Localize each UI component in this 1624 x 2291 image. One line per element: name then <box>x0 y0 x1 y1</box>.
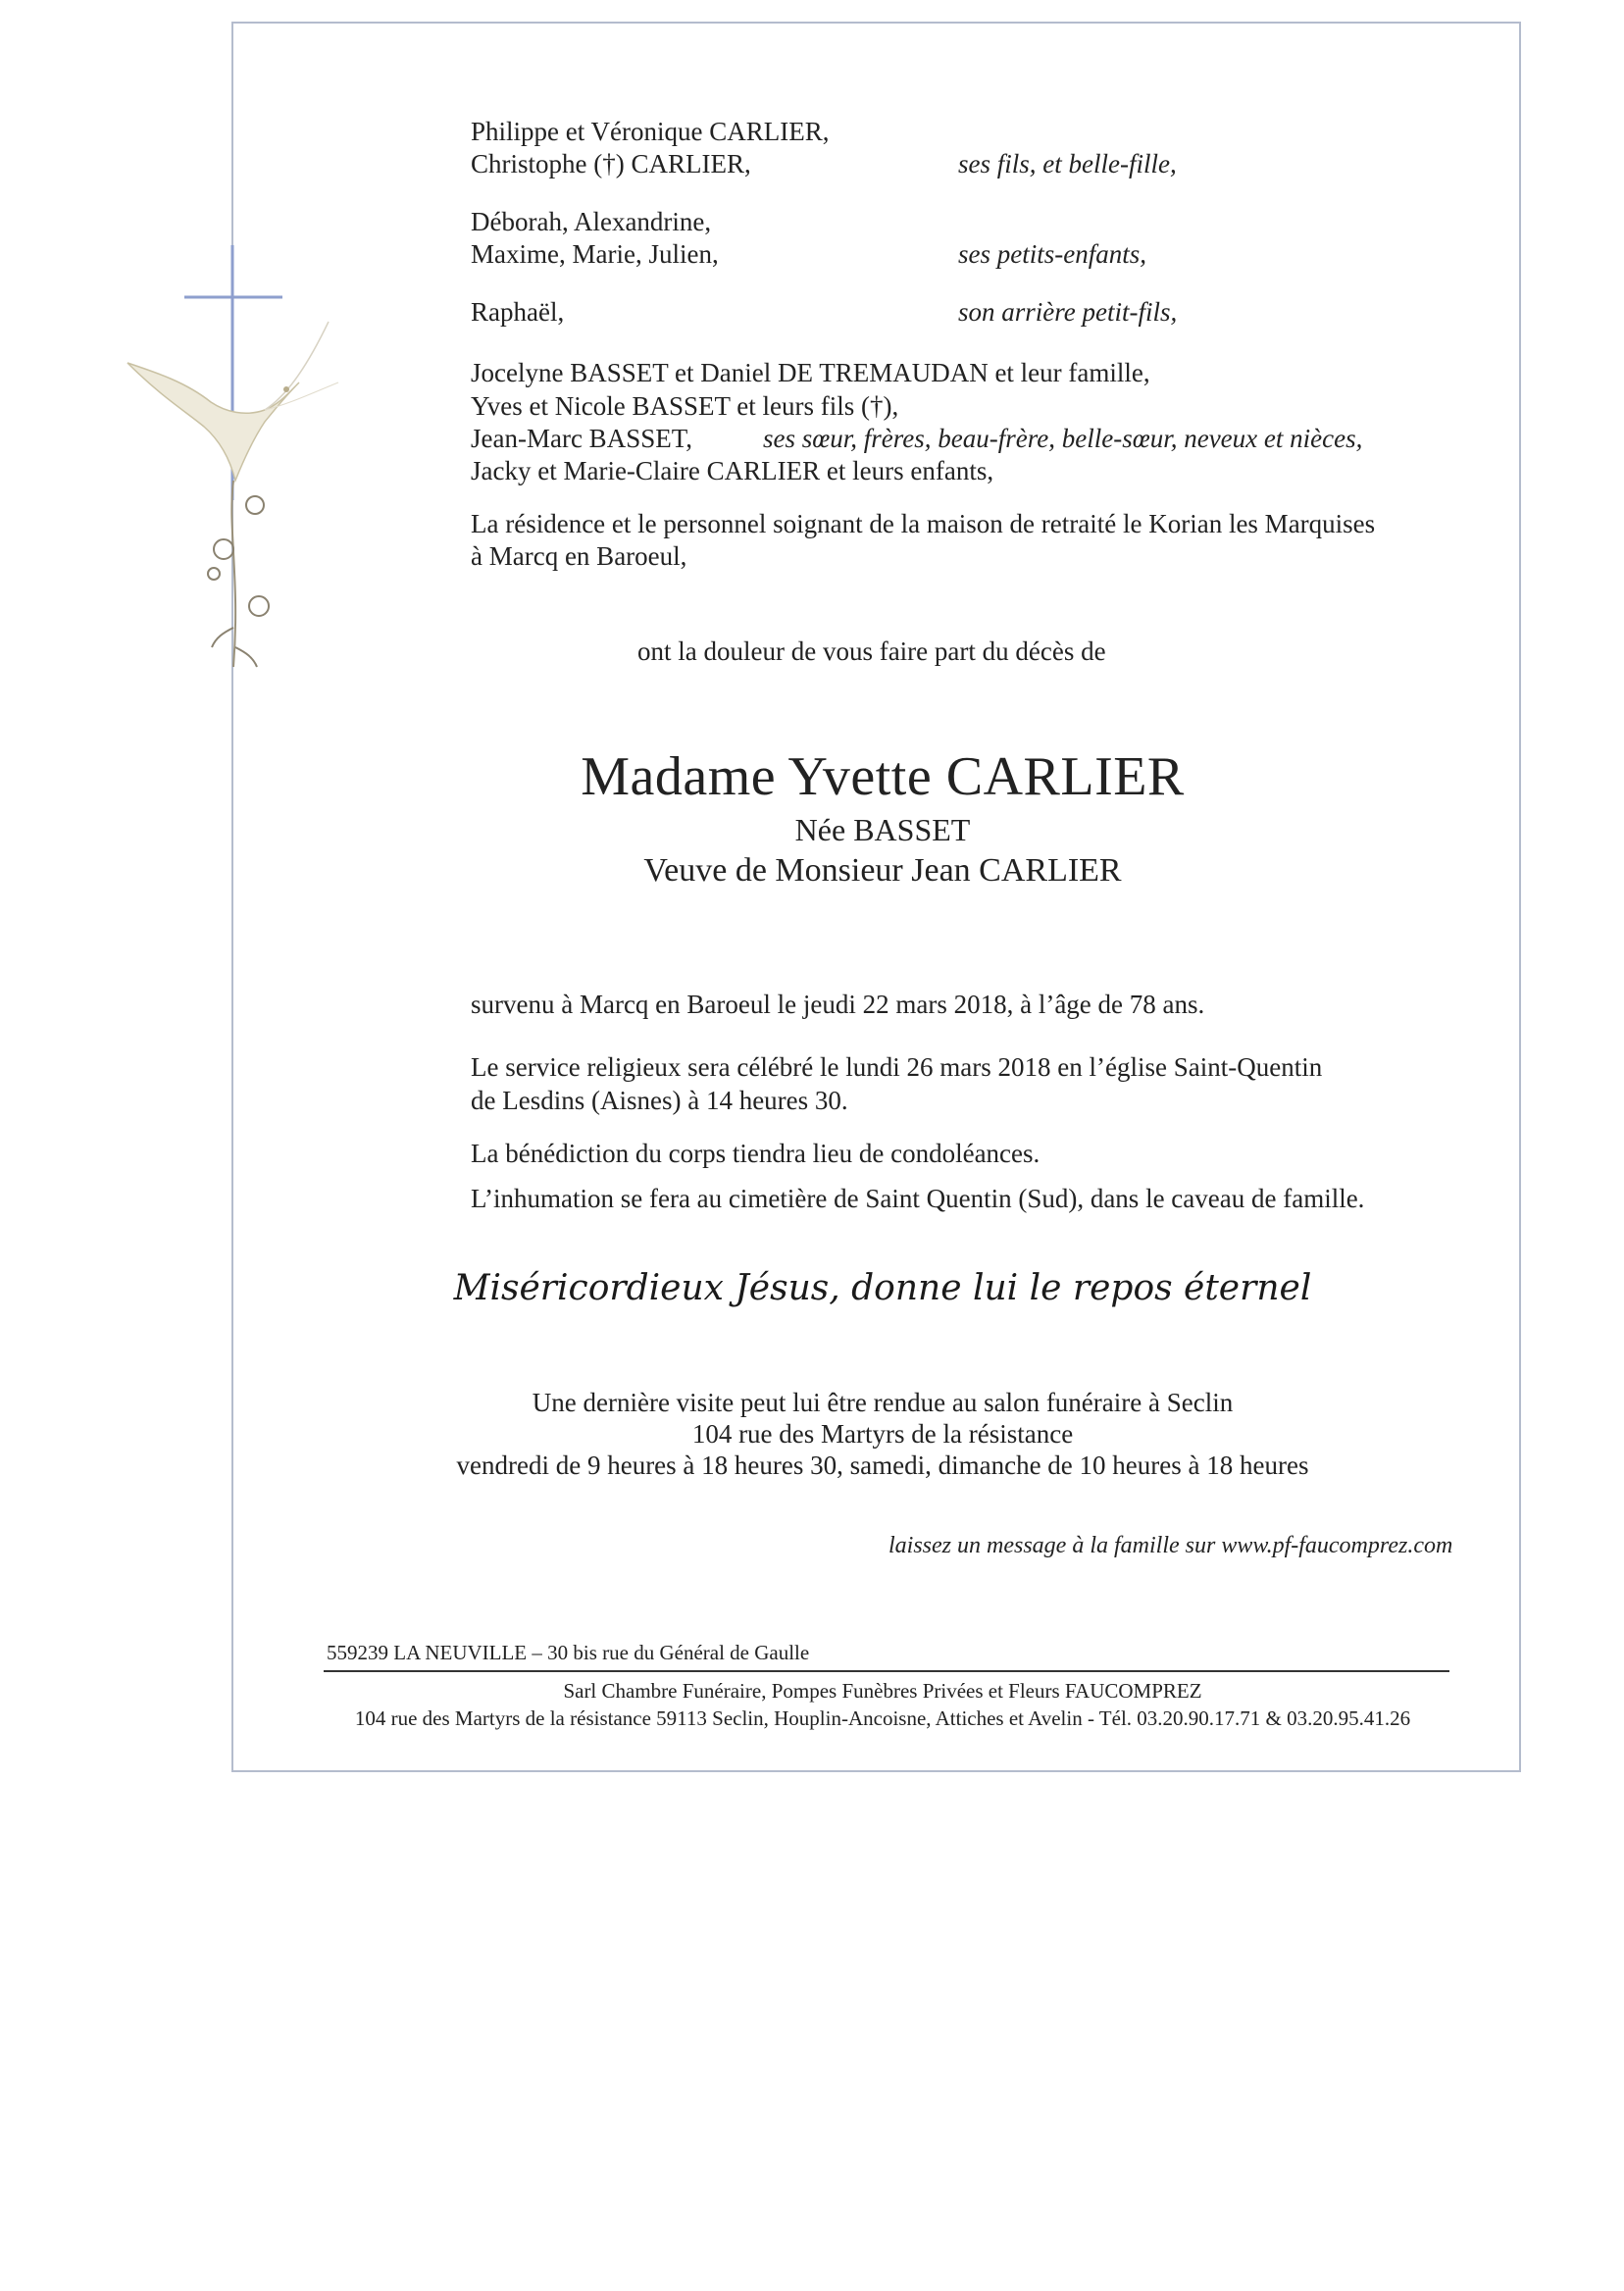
footer-reference: 559239 LA NEUVILLE – 30 bis rue du Général de Gaulle <box>327 1641 810 1664</box>
siblings-line-2: Yves et Nicole BASSET et leurs fils (†), <box>471 391 899 421</box>
cross-dove-decoration <box>118 235 343 687</box>
service-line-2: de Lesdins (Aisnes) à 14 heures 30. <box>471 1086 848 1115</box>
death-details: survenu à Marcq en Baroeul le jeudi 22 mars 2018, à l’âge de 78 ans. <box>471 990 1205 1019</box>
deceased-name: Madame Yvette CARLIER <box>581 746 1185 807</box>
blessing: La bénédiction du corps tiendra lieu de condoléances. <box>471 1139 1040 1168</box>
siblings-role: ses sœur, frères, beau-frère, belle-sœur, neveux et nièces, <box>763 424 1363 453</box>
sons-role: ses fils, et belle-fille, <box>958 149 1177 178</box>
visit-line-1: Une dernière visite peut lui être rendue au salon funéraire à Seclin <box>532 1388 1234 1417</box>
footer-address: 104 rue des Martyrs de la résistance 59113 Seclin, Houplin-Ancoisne, Attiches et Avelin - Tél. 03.20.90.17.71 & 03.20.95.41.26 <box>354 1706 1411 1730</box>
visit-line-2: 104 rue des Martyrs de la résistance <box>691 1419 1074 1449</box>
grandchildren-line-2: Maxime, Marie, Julien, <box>471 239 719 269</box>
website-message: laissez un message à la famille sur www.pf-faucomprez.com <box>888 1533 1453 1558</box>
announcement: ont la douleur de vous faire part du décès de <box>637 636 1106 666</box>
deceased-widow-of: Veuve de Monsieur Jean CARLIER <box>643 852 1122 889</box>
flower-stem-icon <box>208 481 269 667</box>
service-line-1: Le service religieux sera célébré le lundi 26 mars 2018 en l’église Saint-Quentin <box>471 1052 1323 1082</box>
sons-line-2: Christophe (†) CARLIER, <box>471 149 751 178</box>
residence-line-2: à Marcq en Baroeul, <box>471 541 687 571</box>
burial: L’inhumation se fera au cimetière de Saint Quentin (Sud), dans le caveau de famille. <box>471 1184 1365 1213</box>
siblings-line-4: Jacky et Marie-Claire CARLIER et leurs enfants, <box>471 456 994 485</box>
footer-company: Sarl Chambre Funéraire, Pompes Funèbres Privées et Fleurs FAUCOMPREZ <box>563 1679 1202 1703</box>
great-grandson-role: son arrière petit-fils, <box>958 297 1178 327</box>
page-frame <box>231 22 1521 1772</box>
visit-line-3: vendredi de 9 heures à 18 heures 30, samedi, dimanche de 10 heures à 18 heures <box>456 1451 1309 1480</box>
footer-divider <box>324 1670 1449 1672</box>
grandchildren-line-1: Déborah, Alexandrine, <box>471 207 712 236</box>
sons-line-1: Philippe et Véronique CARLIER, <box>471 117 830 146</box>
siblings-line-3: Jean-Marc BASSET, <box>471 424 692 453</box>
prayer-script: Miséricordieux Jésus, donne lui le repos éternel <box>453 1268 1312 1308</box>
residence-line-1: La résidence et le personnel soignant de la maison de retraité le Korian les Marquises <box>471 509 1376 538</box>
great-grandson: Raphaël, <box>471 297 565 327</box>
deceased-maiden-name: Née BASSET <box>794 812 971 847</box>
siblings-line-1: Jocelyne BASSET et Daniel DE TREMAUDAN et leur famille, <box>471 358 1150 387</box>
grandchildren-role: ses petits-enfants, <box>958 239 1146 269</box>
